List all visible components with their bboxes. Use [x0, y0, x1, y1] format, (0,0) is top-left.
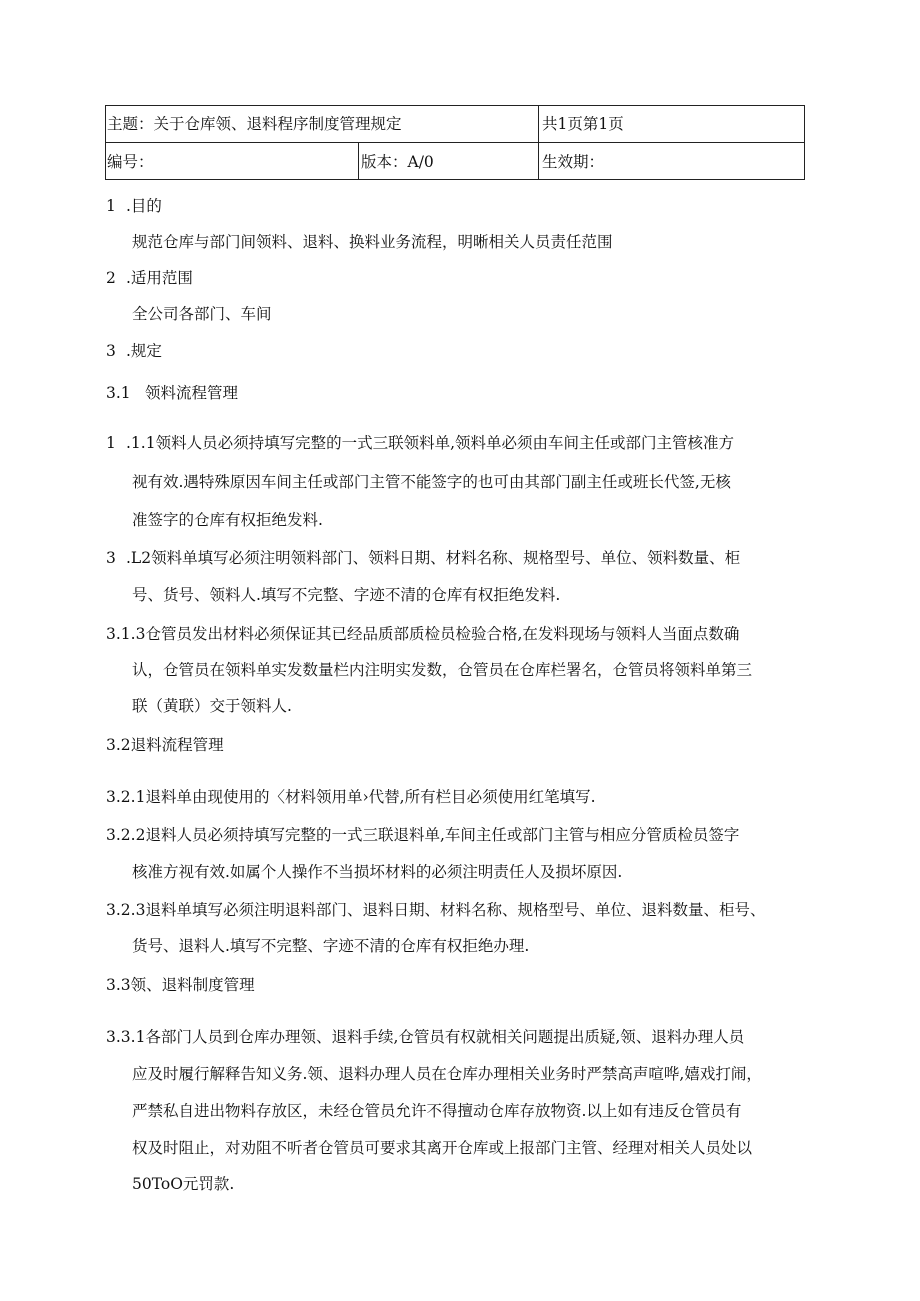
section-1-number: 1: [106, 197, 116, 215]
para-3-3-1-line: 3.3.1各部门人员到仓库办理领、退料手续,仓管员有权就相关问题提出质疑,领、退料办理人员: [106, 1028, 745, 1046]
version-cell: 版本：A/0: [361, 153, 434, 171]
section-1-title: .目的: [126, 197, 162, 215]
code-cell: 编号：: [107, 153, 154, 171]
section-3-2-title: 3.2退料流程管理: [106, 736, 224, 754]
para-3-1-1-line: 准签字的仓库有权拒绝发料.: [132, 511, 323, 529]
table-divider-col2: [538, 105, 539, 180]
para-3-1-1-line: .1.1领料人员必须持填写完整的一式三联领料单,领料单必须由车间主任或部门主管核准方: [126, 434, 735, 452]
subject-cell: 主题：关于仓库领、退料程序制度管理规定: [107, 115, 402, 133]
section-2-title: .适用范围: [126, 269, 193, 287]
table-border-right: [804, 105, 805, 180]
table-border-left: [105, 105, 106, 180]
section-2-body: 全公司各部门、车间: [132, 305, 272, 323]
section-1-body: 规范仓库与部门间领料、退料、换料业务流程，明晰相关人员责任范围: [132, 233, 613, 251]
para-3-3-1-line: 应及时履行解释告知义务.领、退料办理人员在仓库办理相关业务时严禁高声喧哗,嬉戏打闹，: [132, 1065, 762, 1083]
para-3-1-2-line: .L2领料单填写必须注明领料部门、领料日期、材料名称、规格型号、单位、领料数量、柜: [126, 549, 741, 567]
table-border-top: [105, 105, 805, 106]
table-border-middle: [105, 142, 805, 143]
para-3-1-2-line: 号、货号、领料人.填写不完整、字迹不清的仓库有权拒绝发料.: [132, 586, 561, 604]
section-3-1-title: 领料流程管理: [145, 384, 239, 402]
para-3-3-1-line: 权及时阻止，对劝阻不听者仓管员可要求其离开仓库或上报部门主管、经理对相关人员处以: [132, 1139, 753, 1157]
para-3-2-1-line: 3.2.1退料单由现使用的〈材料领用单›代替,所有栏目必须使用红笔填写.: [106, 788, 596, 806]
section-3-3-title: 3.3领、退料制度管理: [106, 976, 255, 994]
section-3-title: .规定: [126, 342, 162, 360]
section-3-number: 3: [106, 342, 116, 360]
page-count-cell: 共1页第1页: [542, 115, 624, 133]
para-3-1-2-number: 3: [106, 549, 116, 567]
section-3-1-number: 3.1: [106, 384, 131, 402]
para-3-1-3-line: 认，仓管员在领料单实发数量栏内注明实发数，仓管员在仓库栏署名，仓管员将领料单第三: [132, 661, 753, 679]
effective-date-cell: 生效期：: [542, 153, 605, 171]
para-3-1-3-line: 3.1.3仓管员发出材料必须保证其已经品质部质检员检验合格,在发料现场与领料人当面点数确: [106, 625, 740, 643]
table-border-bottom: [105, 179, 805, 180]
para-3-1-3-line: 联（黄联）交于领料人.: [132, 697, 292, 715]
para-3-3-1-line: 50ToO元罚款.: [132, 1175, 235, 1193]
para-3-2-3-line: 货号、退料人.填写不完整、字迹不清的仓库有权拒绝办理.: [132, 937, 530, 955]
para-3-3-1-line: 严禁私自进出物料存放区，未经仓管员允许不得擅动仓库存放物资.以上如有违反仓管员有: [132, 1102, 742, 1120]
para-3-2-2-line: 3.2.2退料人员必须持填写完整的一式三联退料单,车间主任或部门主管与相应分管质检员签字: [106, 826, 740, 844]
para-3-2-3-line: 3.2.3退料单填写必须注明退料部门、退料日期、材料名称、规格型号、单位、退料数量、柜号、: [106, 901, 766, 919]
table-divider-col1: [358, 142, 359, 180]
para-3-1-1-line: 视有效.遇特殊原因车间主任或部门主管不能签字的也可由其部门副主任或班长代签,无核: [132, 473, 731, 491]
para-3-1-1-number: 1: [106, 434, 116, 452]
header-table: [105, 105, 805, 180]
section-2-number: 2: [106, 269, 116, 287]
para-3-2-2-line: 核准方视有效.如属个人操作不当损坏材料的必须注明责任人及损坏原因.: [132, 863, 623, 881]
